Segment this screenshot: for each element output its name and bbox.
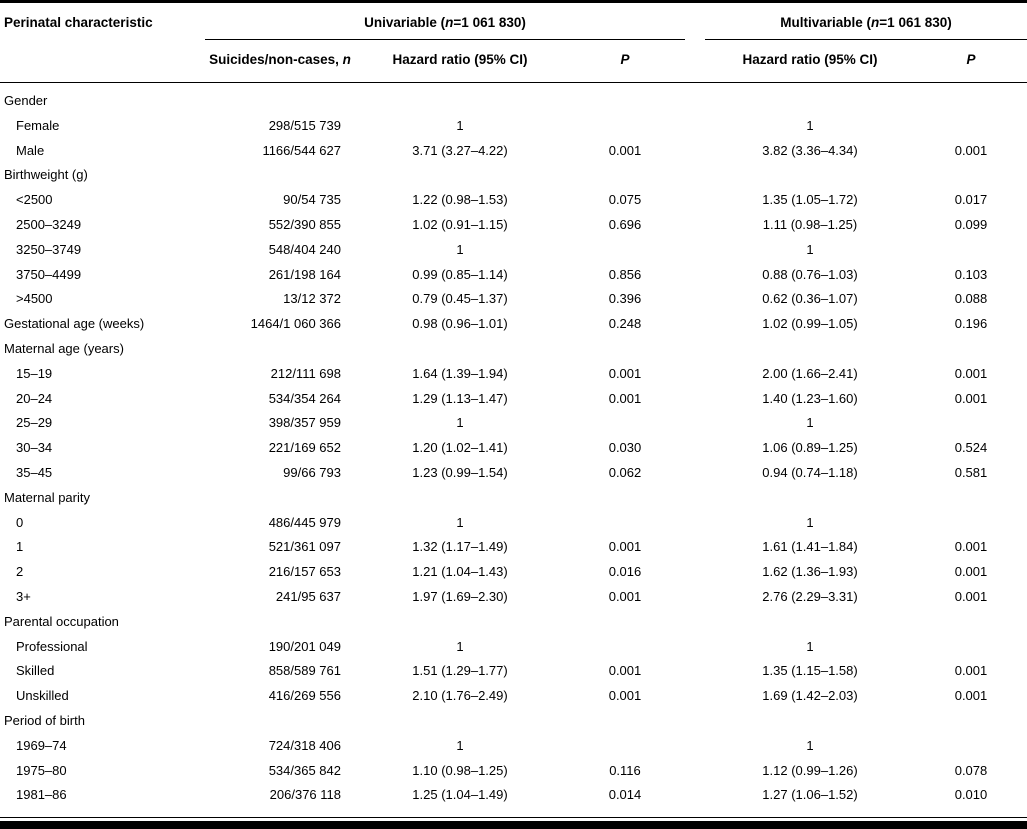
column-spacer bbox=[685, 585, 705, 610]
table-row bbox=[0, 312, 1027, 337]
row-label: Gender bbox=[4, 93, 48, 108]
suicides-cell: 190/201 049 bbox=[268, 638, 341, 654]
hazard-ratio-uni-cell bbox=[355, 337, 565, 362]
p-value-uni-cell: 0.001 bbox=[608, 688, 642, 704]
hazard-ratio-multi-cell: 1.02 (0.99–1.05) bbox=[762, 316, 858, 332]
table-row bbox=[0, 734, 1027, 759]
column-spacer bbox=[685, 783, 705, 808]
table-row bbox=[0, 461, 1027, 486]
row-label: >4500 bbox=[16, 291, 53, 307]
p-value-uni-cell: 0.001 bbox=[608, 588, 642, 604]
hazard-ratio-uni-cell: 1 bbox=[456, 415, 464, 431]
column-spacer bbox=[685, 486, 705, 511]
row-label: 0 bbox=[16, 514, 24, 530]
hazard-ratio-multi-cell: 1 bbox=[806, 737, 814, 753]
column-spacer bbox=[685, 461, 705, 486]
hazard-ratio-uni-cell: 1.23 (0.99–1.54) bbox=[412, 464, 508, 480]
suicides-cell: 548/404 240 bbox=[268, 241, 341, 257]
n-symbol: n bbox=[342, 52, 351, 67]
multivariable-group-header: Multivariable (n=1 061 830) bbox=[705, 3, 1027, 40]
characteristic-column-header bbox=[0, 3, 205, 83]
row-label: 2 bbox=[16, 564, 24, 580]
table-body bbox=[0, 83, 1027, 809]
row-label: 20–24 bbox=[16, 390, 53, 406]
suicides-cell: 221/169 652 bbox=[268, 440, 341, 456]
p-value-multi-cell bbox=[915, 114, 1027, 139]
hazard-ratio-uni-cell: 1.29 (1.13–1.47) bbox=[412, 390, 508, 406]
n-symbol: n bbox=[871, 15, 880, 30]
hazard-ratio-multi-cell: 2.00 (1.66–2.41) bbox=[762, 365, 858, 381]
hazard-ratio-uni-cell: 1.51 (1.29–1.77) bbox=[412, 663, 508, 679]
p-value-uni-cell bbox=[565, 411, 685, 436]
table-row bbox=[0, 759, 1027, 784]
hazard-ratio-multi-cell: 1 bbox=[806, 241, 814, 257]
row-label: Birthweight (g) bbox=[4, 167, 88, 183]
suicides-cell: 724/318 406 bbox=[268, 737, 341, 753]
table-row bbox=[0, 635, 1027, 660]
hazard-ratio-uni-cell bbox=[355, 610, 565, 635]
p-value-uni-cell: 0.396 bbox=[608, 291, 642, 307]
suicides-cell: 534/354 264 bbox=[268, 390, 341, 406]
hazard-ratio-uni-column-header: Hazard ratio (95% CI) bbox=[355, 40, 565, 83]
suicides-cell: 521/361 097 bbox=[268, 539, 341, 555]
p-value-multi-column-header: P bbox=[915, 40, 1027, 83]
row-label: 1 bbox=[16, 539, 24, 555]
column-spacer bbox=[685, 560, 705, 585]
table-row bbox=[0, 511, 1027, 536]
p-value-uni-cell: 0.001 bbox=[608, 663, 642, 679]
p-value-multi-cell bbox=[915, 734, 1027, 759]
table-row bbox=[0, 287, 1027, 312]
p-value-multi-cell: 0.196 bbox=[954, 316, 988, 332]
hazard-ratio-multi-cell: 1 bbox=[806, 638, 814, 654]
suicides-cell: 1166/544 627 bbox=[262, 142, 341, 158]
characteristic-label: Perinatal characteristic bbox=[4, 15, 153, 30]
p-value-multi-cell: 0.001 bbox=[954, 663, 988, 679]
p-value-uni-cell bbox=[565, 114, 685, 139]
suicides-cell: 13/12 372 bbox=[283, 291, 341, 307]
p-value-uni-cell: 0.001 bbox=[608, 365, 642, 381]
hazard-ratio-uni-cell: 1 bbox=[456, 638, 464, 654]
hazard-ratio-uni-cell: 1.22 (0.98–1.53) bbox=[412, 192, 508, 208]
p-value-multi-cell: 0.581 bbox=[954, 464, 988, 480]
p-value-uni-cell bbox=[565, 635, 685, 660]
p-value-multi-cell: 0.001 bbox=[954, 142, 988, 158]
p-value-multi-cell bbox=[915, 486, 1027, 511]
suicides-cell: 206/376 118 bbox=[269, 787, 341, 803]
p-value-uni-cell: 0.856 bbox=[608, 266, 642, 282]
row-label: Maternal age (years) bbox=[4, 340, 124, 356]
column-spacer bbox=[685, 759, 705, 784]
suicides-cell: 212/111 698 bbox=[270, 365, 341, 381]
hazard-ratio-multi-cell: 1 bbox=[806, 415, 814, 431]
column-spacer bbox=[685, 188, 705, 213]
p-value-multi-cell bbox=[915, 163, 1027, 188]
hazard-ratio-uni-cell: 0.98 (0.96–1.01) bbox=[412, 316, 508, 332]
suicides-cell: 261/198 164 bbox=[268, 266, 341, 282]
n-symbol: n bbox=[445, 15, 454, 30]
column-spacer bbox=[685, 362, 705, 387]
suicides-cell bbox=[205, 610, 355, 635]
row-label: Male bbox=[16, 142, 45, 158]
p-value-multi-cell: 0.001 bbox=[954, 688, 988, 704]
section-header-row bbox=[0, 337, 1027, 362]
hazard-ratio-multi-cell: 0.94 (0.74–1.18) bbox=[762, 464, 858, 480]
column-spacer bbox=[685, 734, 705, 759]
p-value-multi-cell: 0.078 bbox=[954, 762, 988, 778]
table-row bbox=[0, 362, 1027, 387]
section-header-row bbox=[0, 486, 1027, 511]
row-label: 1975–80 bbox=[16, 762, 67, 778]
group-header-row bbox=[0, 3, 1027, 40]
p-value-uni-cell bbox=[565, 163, 685, 188]
p-value-uni-column-header: P bbox=[565, 40, 685, 83]
p-value-multi-cell: 0.001 bbox=[954, 539, 988, 555]
p-value-multi-cell: 0.010 bbox=[954, 787, 988, 803]
p-value-uni-cell bbox=[565, 511, 685, 536]
column-spacer bbox=[685, 387, 705, 412]
p-value-uni-cell bbox=[565, 486, 685, 511]
hazard-ratio-multi-cell: 1.12 (0.99–1.26) bbox=[762, 762, 858, 778]
row-label: 3+ bbox=[16, 588, 31, 604]
p-value-uni-cell: 0.014 bbox=[608, 787, 642, 803]
hazard-ratio-multi-cell: 1.69 (1.42–2.03) bbox=[762, 688, 858, 704]
suicides-cell bbox=[205, 337, 355, 362]
suicides-cell bbox=[205, 83, 355, 114]
table-row bbox=[0, 387, 1027, 412]
hazard-ratio-uni-cell: 3.71 (3.27–4.22) bbox=[412, 142, 508, 158]
hazard-ratio-uni-cell: 1.21 (1.04–1.43) bbox=[412, 564, 508, 580]
hazard-ratio-uni-cell: 0.99 (0.85–1.14) bbox=[412, 266, 508, 282]
column-spacer bbox=[685, 635, 705, 660]
hazard-ratio-multi-cell: 1.27 (1.06–1.52) bbox=[762, 787, 858, 803]
p-value-uni-cell bbox=[565, 83, 685, 114]
p-value-uni-cell bbox=[565, 709, 685, 734]
table-row bbox=[0, 659, 1027, 684]
suicides-cell: 298/515 739 bbox=[268, 117, 341, 133]
hazard-ratio-uni-cell bbox=[355, 83, 565, 114]
p-value-multi-cell: 0.088 bbox=[954, 291, 988, 307]
p-value-uni-cell: 0.062 bbox=[608, 464, 642, 480]
hazard-ratio-multi-cell bbox=[705, 709, 915, 734]
section-header-row bbox=[0, 709, 1027, 734]
column-spacer bbox=[685, 659, 705, 684]
hazard-ratio-uni-cell: 1.25 (1.04–1.49) bbox=[412, 787, 508, 803]
hazard-ratio-multi-cell: 1.62 (1.36–1.93) bbox=[762, 564, 858, 580]
p-value-multi-cell: 0.001 bbox=[954, 365, 988, 381]
column-spacer bbox=[685, 114, 705, 139]
row-label: 3750–4499 bbox=[16, 266, 82, 282]
row-label: 3250–3749 bbox=[16, 241, 82, 257]
suicides-cell: 416/269 556 bbox=[268, 688, 341, 704]
suicides-cell bbox=[205, 163, 355, 188]
column-spacer bbox=[685, 709, 705, 734]
hazard-ratio-uni-cell: 1.02 (0.91–1.15) bbox=[412, 216, 508, 232]
hazard-ratio-uni-cell: 1.32 (1.17–1.49) bbox=[412, 539, 508, 555]
hazard-ratio-multi-cell: 1 bbox=[806, 514, 814, 530]
row-label: Period of birth bbox=[4, 712, 85, 728]
column-group-gap bbox=[685, 3, 705, 83]
p-value-uni-cell bbox=[565, 337, 685, 362]
suicides-cell: 552/390 855 bbox=[268, 216, 341, 232]
row-label: 1969–74 bbox=[16, 737, 67, 753]
p-value-multi-cell: 0.001 bbox=[954, 588, 988, 604]
row-label: Female bbox=[16, 117, 60, 133]
p-value-multi-cell: 0.103 bbox=[954, 266, 988, 282]
hazard-ratio-multi-cell: 1.06 (0.89–1.25) bbox=[762, 440, 858, 456]
hazard-ratio-uni-cell bbox=[355, 486, 565, 511]
hazard-ratio-uni-cell: 1 bbox=[456, 241, 464, 257]
p-value-uni-cell bbox=[565, 238, 685, 263]
p-value-multi-cell: 0.017 bbox=[954, 192, 988, 208]
p-value-uni-cell bbox=[565, 610, 685, 635]
p-value-multi-cell: 0.001 bbox=[954, 390, 988, 406]
thin-rule bbox=[0, 817, 1027, 818]
hazard-ratio-uni-cell bbox=[355, 709, 565, 734]
row-label: 1981–86 bbox=[16, 787, 67, 803]
section-header-row bbox=[0, 163, 1027, 188]
hazard-ratio-uni-cell: 1.97 (1.69–2.30) bbox=[412, 588, 508, 604]
suicides-cell: 241/95 637 bbox=[275, 588, 341, 604]
p-value-multi-cell bbox=[915, 635, 1027, 660]
suicides-column-header: Suicides/non-cases, n bbox=[205, 40, 355, 83]
table-row bbox=[0, 585, 1027, 610]
suicides-cell: 216/157 653 bbox=[268, 564, 341, 580]
hazard-ratio-multi-cell: 1.35 (1.15–1.58) bbox=[762, 663, 858, 679]
section-header-row bbox=[0, 83, 1027, 114]
table-row bbox=[0, 238, 1027, 263]
table-row bbox=[0, 263, 1027, 288]
column-spacer bbox=[685, 83, 705, 114]
table-row bbox=[0, 188, 1027, 213]
table-row bbox=[0, 213, 1027, 238]
suicides-cell: 99/66 793 bbox=[283, 464, 341, 480]
hazard-ratio-multi-cell bbox=[705, 610, 915, 635]
p-value-multi-cell bbox=[915, 238, 1027, 263]
column-spacer bbox=[685, 610, 705, 635]
column-spacer bbox=[685, 511, 705, 536]
suicides-cell: 398/357 959 bbox=[268, 415, 341, 431]
univariable-group-header: Univariable (n=1 061 830) bbox=[205, 3, 685, 40]
hazard-ratio-uni-cell bbox=[355, 163, 565, 188]
suicides-cell: 534/365 842 bbox=[268, 762, 341, 778]
hazard-ratio-multi-cell: 1 bbox=[806, 117, 814, 133]
column-spacer bbox=[685, 684, 705, 709]
column-spacer bbox=[685, 139, 705, 164]
p-value-uni-cell: 0.001 bbox=[608, 142, 642, 158]
table-row bbox=[0, 535, 1027, 560]
hazard-ratio-uni-cell: 1.10 (0.98–1.25) bbox=[412, 762, 508, 778]
row-label: 35–45 bbox=[16, 464, 53, 480]
row-label: 30–34 bbox=[16, 440, 53, 456]
hazard-ratio-multi-cell: 2.76 (2.29–3.31) bbox=[762, 588, 858, 604]
row-label: Maternal parity bbox=[4, 489, 90, 505]
hazard-ratio-uni-cell: 1.64 (1.39–1.94) bbox=[412, 365, 508, 381]
thick-rule bbox=[0, 821, 1027, 829]
section-header-row bbox=[0, 610, 1027, 635]
hazard-ratio-uni-cell: 2.10 (1.76–2.49) bbox=[412, 688, 508, 704]
hazard-ratio-multi-cell bbox=[705, 486, 915, 511]
results-table bbox=[0, 3, 1027, 808]
suicides-cell: 90/54 735 bbox=[283, 192, 341, 208]
row-label: Unskilled bbox=[16, 688, 69, 704]
suicides-cell: 486/445 979 bbox=[268, 514, 341, 530]
hazard-ratio-multi-cell: 1.35 (1.05–1.72) bbox=[762, 192, 858, 208]
p-value-uni-cell: 0.696 bbox=[608, 216, 642, 232]
suicides-cell bbox=[205, 486, 355, 511]
hazard-ratio-uni-cell: 1 bbox=[456, 737, 464, 753]
table-row bbox=[0, 436, 1027, 461]
p-value-multi-cell bbox=[915, 709, 1027, 734]
column-spacer bbox=[685, 238, 705, 263]
row-label: Professional bbox=[16, 638, 88, 654]
p-value-uni-cell: 0.116 bbox=[609, 762, 641, 778]
suicides-cell: 858/589 761 bbox=[268, 663, 341, 679]
p-value-uni-cell: 0.030 bbox=[608, 440, 642, 456]
p-value-multi-cell bbox=[915, 83, 1027, 114]
column-spacer bbox=[685, 163, 705, 188]
hazard-ratio-multi-column-header: Hazard ratio (95% CI) bbox=[705, 40, 915, 83]
table-row bbox=[0, 560, 1027, 585]
p-value-uni-cell bbox=[565, 734, 685, 759]
table-row bbox=[0, 783, 1027, 808]
hazard-ratio-multi-cell bbox=[705, 163, 915, 188]
row-label: 25–29 bbox=[16, 415, 53, 431]
hazard-ratio-uni-cell: 1 bbox=[456, 117, 464, 133]
p-value-multi-cell bbox=[915, 411, 1027, 436]
hazard-ratio-multi-cell: 1.11 (0.98–1.25) bbox=[762, 216, 858, 232]
p-value-uni-cell: 0.248 bbox=[608, 316, 642, 332]
column-spacer bbox=[685, 337, 705, 362]
column-spacer bbox=[685, 411, 705, 436]
suicides-cell bbox=[205, 709, 355, 734]
column-spacer bbox=[685, 213, 705, 238]
hazard-ratio-uni-cell: 1.20 (1.02–1.41) bbox=[412, 440, 508, 456]
column-spacer bbox=[685, 535, 705, 560]
p-value-uni-cell: 0.075 bbox=[608, 192, 642, 208]
column-spacer bbox=[685, 312, 705, 337]
hazard-ratio-multi-cell: 0.88 (0.76–1.03) bbox=[762, 266, 858, 282]
p-value-uni-cell: 0.016 bbox=[608, 564, 642, 580]
p-value-multi-cell: 0.099 bbox=[954, 216, 988, 232]
row-label: Skilled bbox=[16, 663, 55, 679]
p-value-uni-cell: 0.001 bbox=[608, 539, 642, 555]
p-value-multi-cell bbox=[915, 511, 1027, 536]
hazard-ratio-multi-cell bbox=[705, 337, 915, 362]
hazard-ratio-uni-cell: 0.79 (0.45–1.37) bbox=[412, 291, 508, 307]
row-label: <2500 bbox=[16, 192, 53, 208]
p-value-multi-cell: 0.001 bbox=[954, 564, 988, 580]
p-value-multi-cell bbox=[915, 337, 1027, 362]
p-value-multi-cell: 0.524 bbox=[954, 440, 988, 456]
row-label: Parental occupation bbox=[4, 613, 119, 629]
hazard-ratio-multi-cell: 0.62 (0.36–1.07) bbox=[762, 291, 858, 307]
hazard-ratio-multi-cell: 1.61 (1.41–1.84) bbox=[762, 539, 858, 555]
table-row bbox=[0, 684, 1027, 709]
hazard-ratio-uni-cell: 1 bbox=[456, 514, 464, 530]
table-row bbox=[0, 411, 1027, 436]
table-bottom-rule bbox=[0, 817, 1027, 829]
row-label: Gestational age (weeks) bbox=[4, 316, 145, 332]
table-row bbox=[0, 139, 1027, 164]
row-label: 2500–3249 bbox=[16, 216, 82, 232]
p-value-uni-cell: 0.001 bbox=[608, 390, 642, 406]
row-label: 15–19 bbox=[16, 365, 53, 381]
hazard-ratio-multi-cell: 1.40 (1.23–1.60) bbox=[762, 390, 858, 406]
column-spacer bbox=[685, 436, 705, 461]
hazard-ratio-multi-cell bbox=[705, 83, 915, 114]
suicides-cell: 1464/1 060 366 bbox=[250, 316, 341, 332]
column-spacer bbox=[685, 287, 705, 312]
table-row bbox=[0, 114, 1027, 139]
p-value-multi-cell bbox=[915, 610, 1027, 635]
column-spacer bbox=[685, 263, 705, 288]
hazard-ratio-multi-cell: 3.82 (3.36–4.34) bbox=[762, 142, 858, 158]
